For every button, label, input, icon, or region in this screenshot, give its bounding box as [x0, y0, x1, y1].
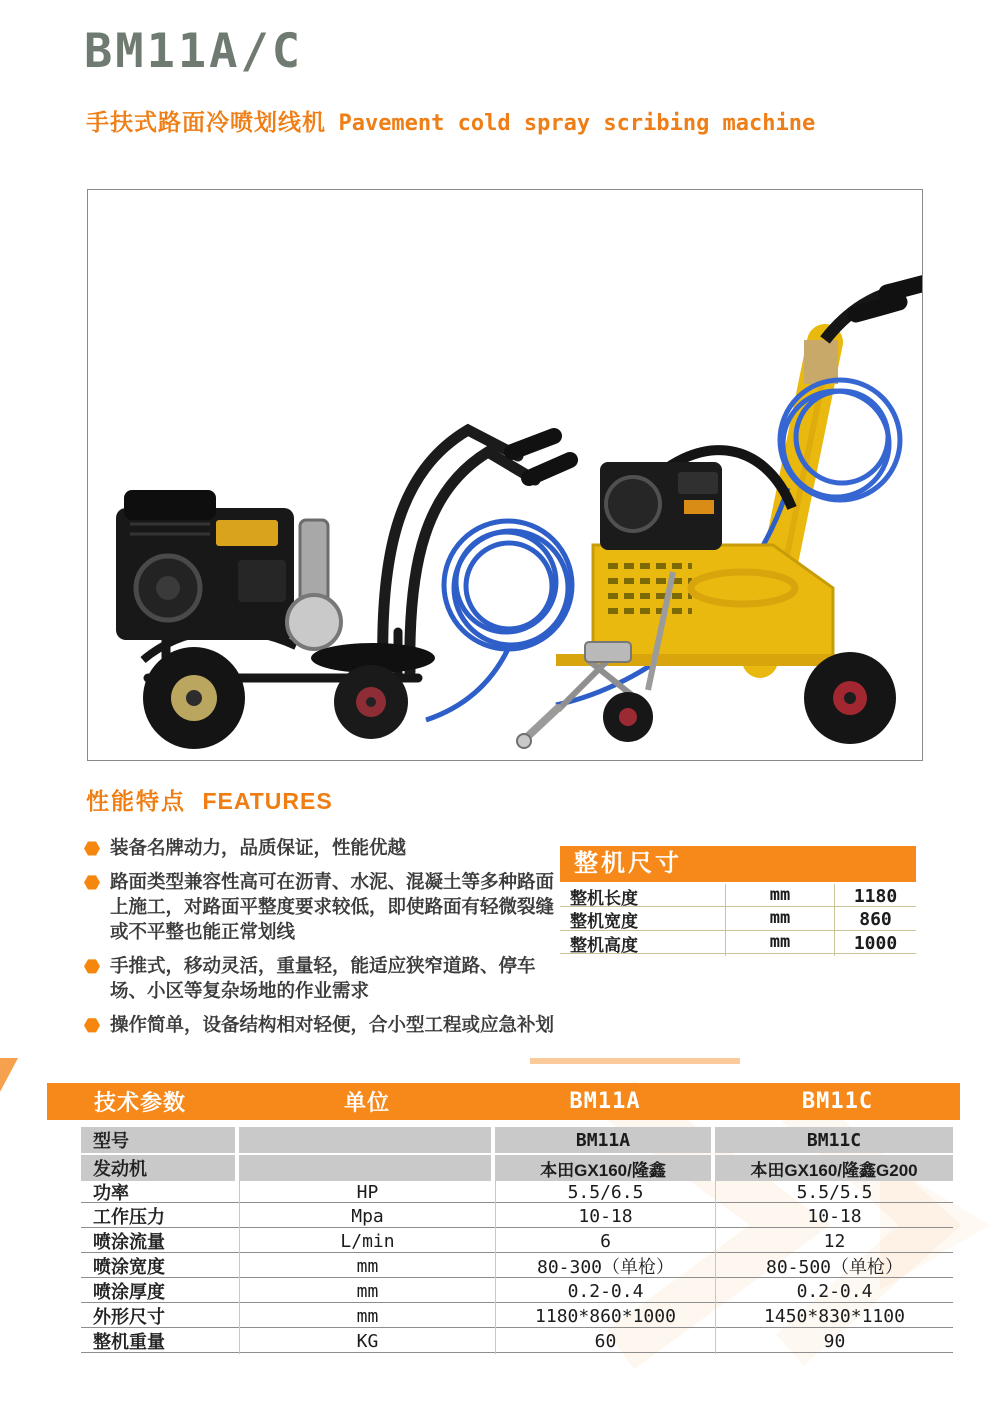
specs-table-body: [81, 1127, 953, 1353]
table-row: [81, 1178, 953, 1203]
spec-value-bm11a: 6: [495, 1228, 715, 1254]
list-item: [84, 1013, 562, 1038]
spec-unit: L/min: [239, 1228, 495, 1254]
spec-unit: [239, 1127, 495, 1153]
spec-value-bm11a: 0.2-0.4: [495, 1278, 715, 1304]
dimensions-table-header: 整机尺寸: [560, 846, 916, 882]
hexagon-bullet-icon: [84, 841, 100, 856]
spec-param: 外形尺寸: [93, 1307, 165, 1327]
table-row: [81, 1155, 953, 1178]
spec-param: 喷涂宽度: [93, 1257, 165, 1277]
spec-unit: [239, 1155, 495, 1181]
feature-text: 手推式，移动灵活，重量轻，能适应狭窄道路、停车场、小区等复杂场地的作业需求: [110, 954, 536, 1001]
spec-value-bm11c: 5.5/5.5: [715, 1179, 953, 1205]
spec-value-bm11a: 1180*860*1000: [495, 1303, 715, 1329]
specs-header-unit: 单位: [343, 1090, 390, 1115]
page-subtitle: [86, 104, 815, 137]
features-heading: [86, 783, 333, 816]
spec-value-bm11a: 80-300（单枪）: [495, 1253, 715, 1279]
table-row: [81, 1253, 953, 1278]
spec-value-bm11a: 60: [495, 1328, 715, 1354]
dimension-value: 860: [859, 909, 892, 931]
spec-param: 发动机: [81, 1155, 239, 1181]
dimension-value: 1180: [853, 886, 898, 907]
table-row: [81, 1278, 953, 1303]
table-row: [81, 1228, 953, 1253]
feature-text: 路面类型兼容性高可在沥青、水泥、混凝土等多种路面上施工，对路面平整度要求较低，即使路面有轻微裂缝或不平整也能正常划线: [110, 870, 555, 942]
dimension-unit: mm: [725, 907, 835, 932]
specs-header-param: 技术参数: [94, 1090, 187, 1115]
spec-param: 功率: [93, 1183, 129, 1203]
table-row: [81, 1127, 953, 1151]
hexagon-bullet-icon: [84, 875, 100, 890]
specs-header-bm11a: BM11A: [569, 1089, 641, 1114]
list-item: [84, 836, 562, 861]
dimension-unit: mm: [725, 931, 835, 956]
spec-unit: KG: [239, 1328, 495, 1354]
spec-unit: mm: [239, 1253, 495, 1279]
left-machine-illustration: [116, 430, 572, 749]
feature-text: 装备名牌动力，品质保证，性能优越: [110, 837, 407, 858]
spec-value-bm11c: 1450*830*1100: [715, 1303, 953, 1329]
spec-value-bm11c: 90: [715, 1328, 953, 1354]
spec-value-bm11c: 本田GX160/隆鑫G200: [715, 1155, 953, 1181]
table-row: [81, 1203, 953, 1228]
product-photo-illustration: [88, 190, 922, 760]
spec-unit: mm: [239, 1278, 495, 1304]
dimension-unit: mm: [725, 884, 835, 909]
hexagon-bullet-icon: [84, 1018, 100, 1033]
spec-value-bm11c: 80-500（单枪）: [715, 1253, 953, 1279]
subtitle-english: Pavement cold spray scribing machine: [338, 111, 816, 136]
specs-header-bm11c: BM11C: [801, 1089, 874, 1114]
dimension-label: 整机宽度: [570, 912, 638, 932]
spec-value-bm11c: 10-18: [715, 1203, 953, 1229]
spec-param: 喷涂厚度: [93, 1282, 165, 1302]
feature-text: 操作简单，设备结构相对轻便，合小型工程或应急补划: [110, 1013, 555, 1035]
features-heading-english: FEATURES: [202, 788, 333, 814]
product-photo: [87, 189, 923, 761]
dimensions-table: [560, 846, 916, 954]
spec-unit: mm: [239, 1303, 495, 1329]
spec-param: 工作压力: [93, 1207, 165, 1227]
hexagon-bullet-icon: [84, 959, 100, 974]
spec-value-bm11a: BM11A: [495, 1127, 715, 1153]
specs-table-header: [47, 1083, 960, 1120]
list-item: [84, 954, 562, 1004]
spec-value-bm11a: 10-18: [495, 1203, 715, 1229]
dimension-label: 整机长度: [570, 889, 638, 908]
spec-unit: HP: [239, 1179, 495, 1205]
table-row: [560, 907, 916, 930]
table-row: [560, 884, 916, 907]
table-row: [560, 931, 916, 954]
features-heading-chinese: 性能特点: [86, 788, 186, 814]
spec-param: 喷涂流量: [93, 1232, 165, 1252]
spec-unit: Mpa: [239, 1203, 495, 1229]
spec-param: 整机重量: [93, 1332, 165, 1352]
list-item: [84, 870, 562, 945]
dimension-label: 整机高度: [570, 935, 638, 955]
table-row: [81, 1303, 953, 1328]
dimension-value: 1000: [853, 932, 898, 954]
dimensions-table-body: [560, 884, 916, 954]
spec-value-bm11c: 0.2-0.4: [715, 1278, 953, 1304]
spec-value-bm11c: BM11C: [715, 1127, 953, 1153]
table-row: [81, 1328, 953, 1353]
spec-value-bm11a: 5.5/6.5: [495, 1179, 715, 1205]
spec-param: 型号: [81, 1127, 239, 1153]
spec-value-bm11a: 本田GX160/隆鑫: [495, 1155, 715, 1181]
features-list: [84, 836, 562, 1047]
spec-value-bm11c: 12: [715, 1228, 953, 1254]
page-title: BM11A/C: [84, 24, 304, 79]
right-machine-illustration: [517, 281, 922, 748]
subtitle-chinese: 手扶式路面冷喷划线机: [86, 109, 326, 135]
